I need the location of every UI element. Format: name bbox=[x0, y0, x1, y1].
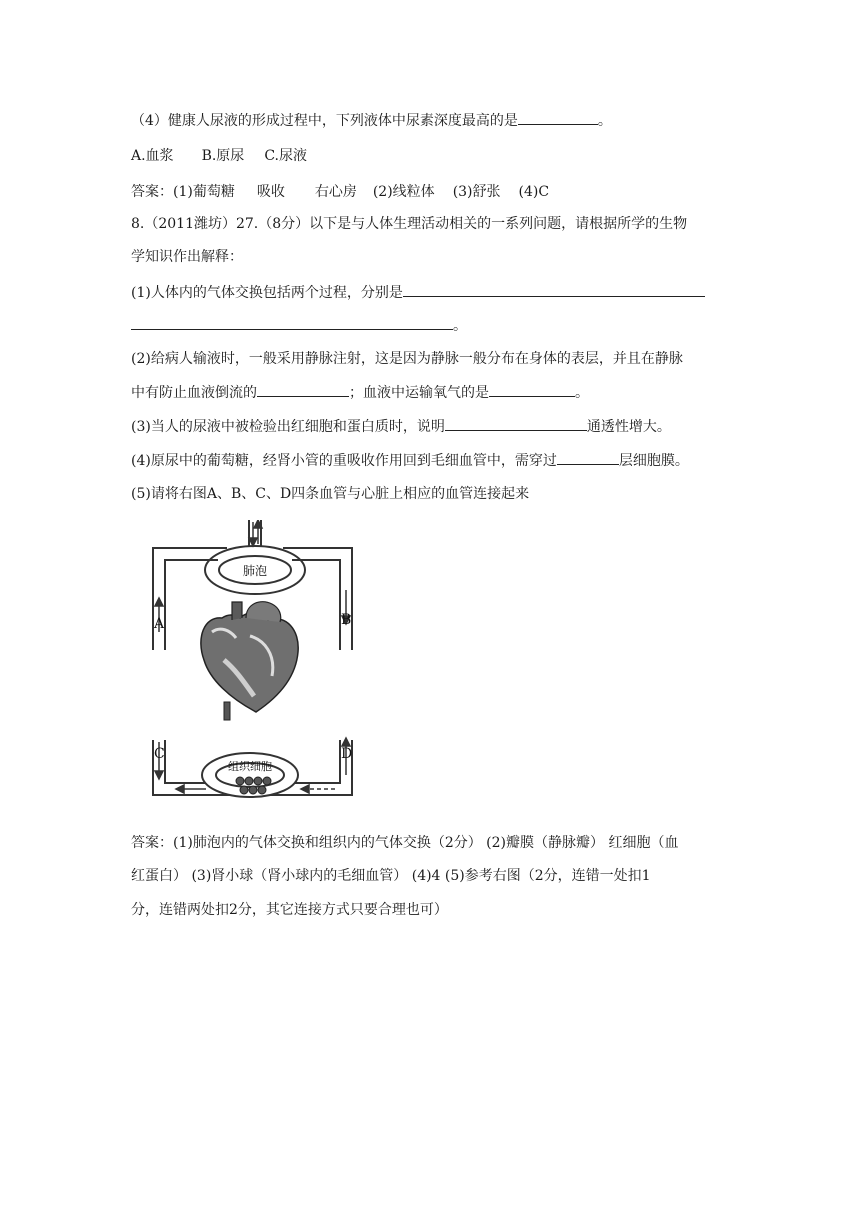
answer-8: 答案：(1)肺泡内的气体交换和组织内的气体交换（2分） (2)瓣膜（静脉瓣） 红细胞（血 bbox=[131, 835, 679, 851]
answer-8-cont: 红蛋白） (3)肾小球（肾小球内的毛细血管） (4)4 (5)参考右图（2分，连错一处扣1 bbox=[131, 868, 651, 884]
sub-question-1-cont: 。 bbox=[131, 315, 467, 336]
option-a: A.血浆 bbox=[131, 148, 174, 164]
tissue-cell-label: 组织细胞 bbox=[228, 760, 272, 773]
sub-question-2-cont: 中有防止血液倒流的 ；血液中运输氧气的是 。 bbox=[131, 382, 589, 403]
option-c: C.尿液 bbox=[264, 148, 307, 164]
label-c: C bbox=[154, 746, 165, 762]
sub-question-1: (1)人体内的气体交换包括两个过程，分别是 bbox=[131, 282, 705, 303]
question-8-header-cont: 学知识作出解释： bbox=[131, 249, 243, 265]
arrow-left-icon bbox=[301, 785, 309, 793]
vessel-b-inner bbox=[292, 560, 340, 650]
arrow-up-icon bbox=[342, 738, 350, 746]
answer-blank bbox=[131, 315, 453, 330]
question-8-header: 8.（2011潍坊）27.（8分）以下是与人体生理活动相关的一系列问题，请根据所学的生物 bbox=[131, 216, 688, 232]
answer-blank bbox=[489, 382, 575, 397]
arrow-down-icon bbox=[155, 771, 163, 779]
answer-blank bbox=[518, 110, 598, 125]
answer-blank bbox=[403, 282, 705, 297]
label-b: B bbox=[341, 612, 352, 628]
arrow-left-icon bbox=[176, 785, 184, 793]
question-4: （4）健康人尿液的形成过程中，下列液体中尿素深度最高的是 。 bbox=[131, 110, 612, 131]
sub-question-3: (3)当人的尿液中被检验出红细胞和蛋白质时，说明 通透性增大。 bbox=[131, 416, 671, 437]
circulation-diagram bbox=[140, 520, 370, 805]
answer-7: 答案：(1)葡萄糖 吸收 右心房 (2)线粒体 (3)舒张 (4)C bbox=[131, 184, 550, 200]
sub-question-2: (2)给病人输液时，一般采用静脉注射，这是因为静脉一般分布在身体的表层，并且在静脉 bbox=[131, 351, 683, 367]
question-4-stem: （4）健康人尿液的形成过程中，下列液体中尿素深度最高的是 bbox=[131, 113, 518, 129]
circulation-svg bbox=[140, 520, 370, 805]
option-b: B.原尿 bbox=[201, 148, 245, 164]
alveolus-label: 肺泡 bbox=[242, 564, 268, 578]
label-d: D bbox=[341, 746, 353, 762]
answer-blank bbox=[557, 450, 619, 465]
heart-icon bbox=[201, 602, 298, 720]
sub-question-5: (5)请将右图A、B、C、D四条血管与心脏上相应的血管连接起来 bbox=[131, 486, 530, 502]
sub-question-4: (4)原尿中的葡萄糖，经肾小管的重吸收作用回到毛细血管中，需穿过 层细胞膜。 bbox=[131, 450, 689, 471]
arrow-up-icon bbox=[155, 598, 163, 606]
arrow-down-icon bbox=[249, 538, 257, 546]
answer-8-cont-2: 分，连错两处扣2分，其它连接方式只要合理也可） bbox=[131, 902, 448, 918]
question-4-options bbox=[131, 146, 307, 166]
answer-blank bbox=[445, 416, 587, 431]
answer-blank bbox=[257, 382, 349, 397]
label-a: A bbox=[154, 616, 165, 632]
